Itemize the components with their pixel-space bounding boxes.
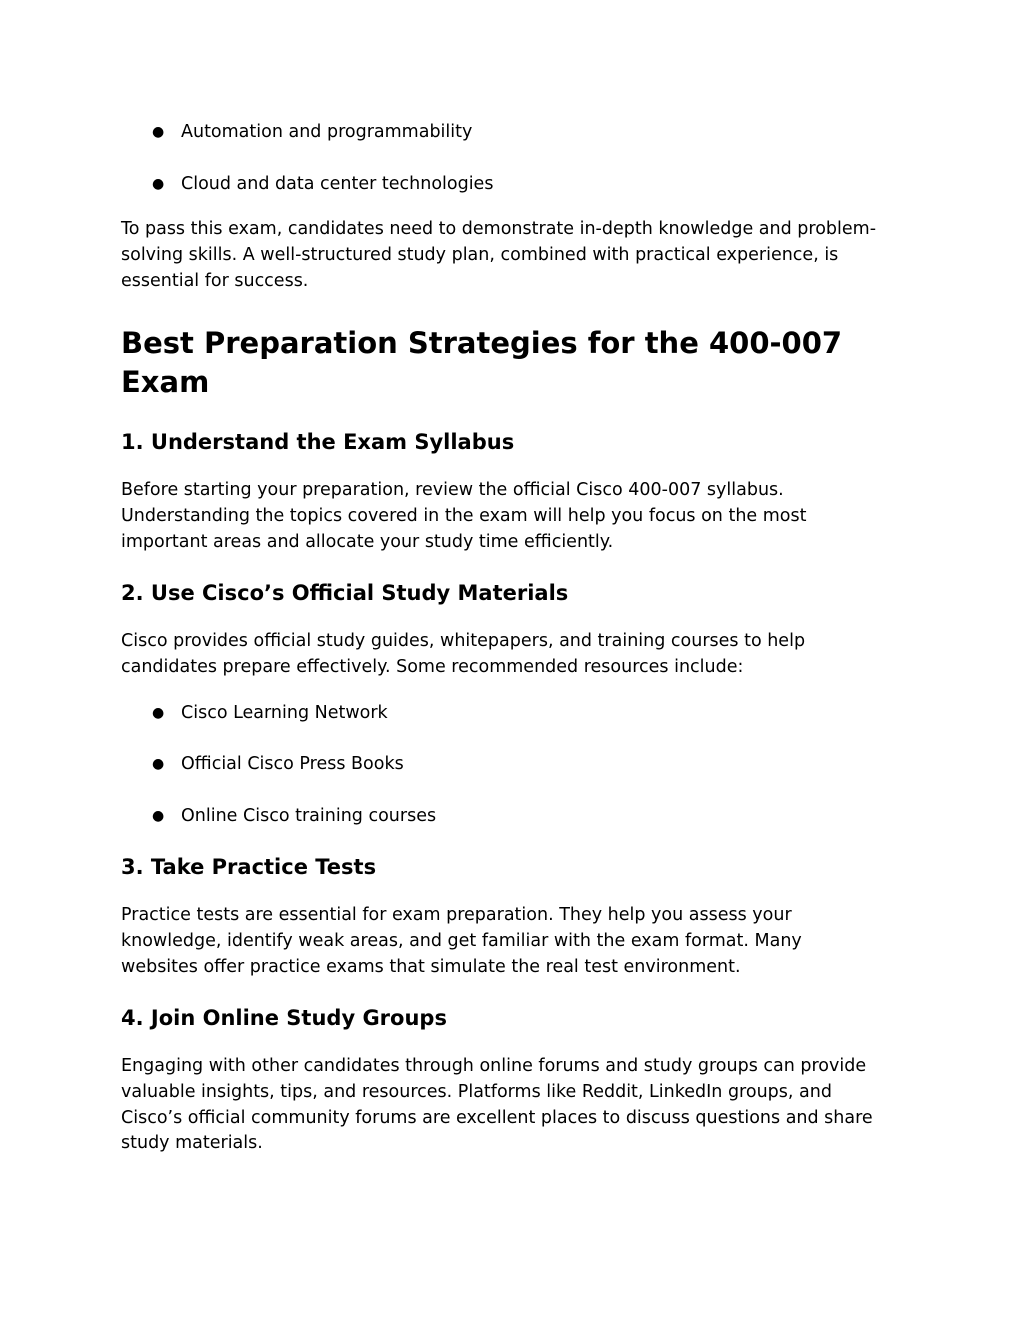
list-item	[121, 119, 881, 145]
section-heading-practice-tests: 3. Take Practice Tests	[121, 855, 377, 879]
intro-bullet-list	[121, 119, 881, 145]
list-item-text: Cisco Learning Network	[181, 703, 388, 723]
section-paragraph-syllabus: Before starting your preparation, review the official Cisco 400-007 syllabus. Understanding the topics covered in the exam will help you focus on the most important areas and allocate your study time efficiently.	[121, 480, 807, 552]
bullet-icon: ●	[152, 808, 165, 824]
resources-bullet-list-3	[121, 803, 881, 829]
intro-paragraph: To pass this exam, candidates need to demonstrate in-depth knowledge and problem-solving skills. A well-structured study plan, combined with practical experience, is essential for success.	[121, 219, 877, 291]
bullet-icon: ●	[152, 176, 165, 192]
intro-bullet-list-2	[121, 171, 881, 197]
section-heading-syllabus: 1. Understand the Exam Syllabus	[121, 430, 515, 454]
resources-bullet-list	[121, 700, 881, 726]
list-item-text: Online Cisco training courses	[181, 806, 437, 826]
section-heading-study-groups: 4. Join Online Study Groups	[121, 1006, 447, 1030]
bullet-icon: ●	[152, 124, 165, 140]
list-item	[121, 171, 881, 197]
main-heading: Best Preparation Strategies for the 400-007 Exam	[121, 326, 843, 399]
bullet-icon: ●	[152, 756, 165, 772]
list-item	[121, 700, 881, 726]
list-item	[121, 751, 881, 777]
list-item-text: Official Cisco Press Books	[181, 754, 404, 774]
section-paragraph-practice-tests: Practice tests are essential for exam preparation. They help you assess your knowledge, identify weak areas, and get familiar with the exam format. Many websites offer practice exams that simulate the real test environment.	[121, 905, 802, 977]
list-item	[121, 803, 881, 829]
section-paragraph-materials: Cisco provides official study guides, whitepapers, and training courses to help candidates prepare effectively. Some recommended resources include:	[121, 631, 806, 677]
list-item-text: Cloud and data center technologies	[181, 174, 494, 194]
section-heading-materials: 2. Use Cisco’s Official Study Materials	[121, 581, 569, 605]
resources-bullet-list-2	[121, 751, 881, 777]
list-item-text: Automation and programmability	[181, 122, 473, 142]
bullet-icon: ●	[152, 705, 165, 721]
section-paragraph-study-groups: Engaging with other candidates through online forums and study groups can provide valuable insights, tips, and resources. Platforms like Reddit, LinkedIn groups, and Cisco’s official community forums are excellent places to discuss questions and share study materials.	[121, 1056, 873, 1154]
